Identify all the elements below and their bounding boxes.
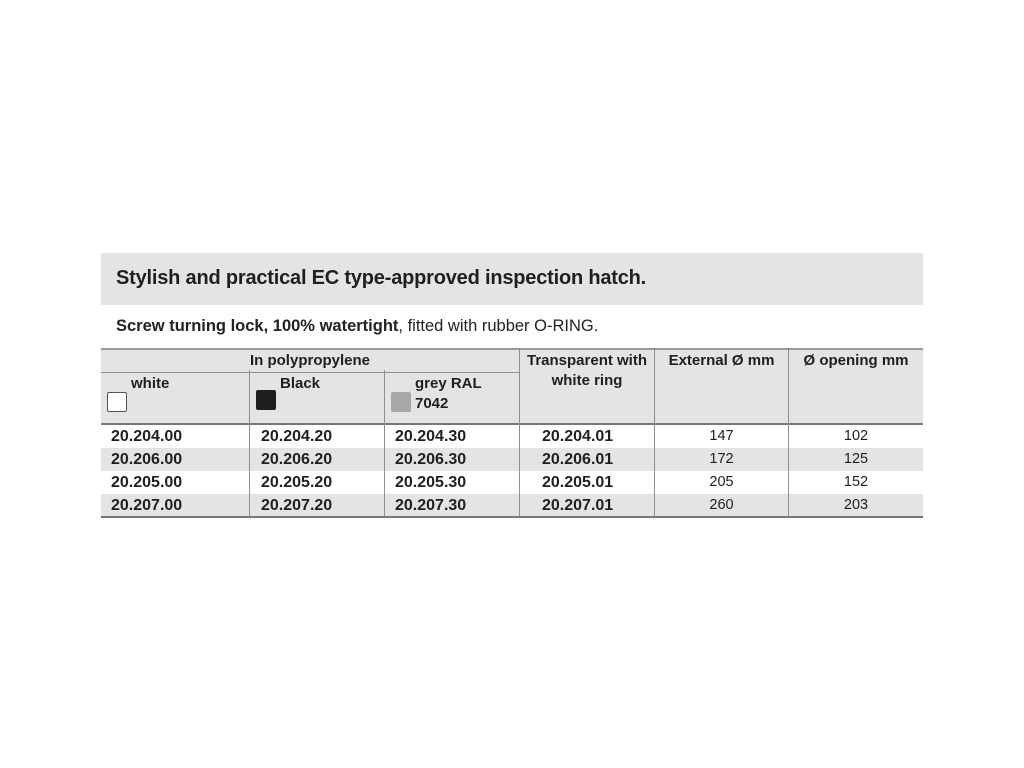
col-header-transparent: Transparent with white ring (526, 352, 648, 389)
cell-transparent: 20.205.01 (542, 474, 614, 491)
table-row (101, 448, 923, 471)
title-band (101, 253, 923, 305)
cell-grey: 20.206.30 (395, 451, 467, 468)
product-table (101, 348, 923, 517)
col-divider (788, 348, 789, 517)
cell-white: 20.207.00 (111, 497, 183, 514)
subtitle-rest: , fitted with rubber O-RING. (398, 317, 599, 335)
cell-opening: 102 (843, 428, 869, 444)
group-header-rule (101, 372, 519, 373)
cell-external: 205 (709, 474, 734, 490)
cell-transparent: 20.206.01 (542, 451, 614, 468)
col-header-white: white (131, 375, 170, 392)
table-row (101, 471, 923, 494)
col-divider (654, 348, 655, 517)
table-row (101, 425, 923, 448)
cell-opening: 152 (843, 474, 869, 490)
cell-black: 20.207.20 (261, 497, 333, 514)
black-swatch-icon (256, 390, 276, 410)
cell-external: 260 (709, 497, 734, 513)
white-swatch-icon (107, 392, 127, 412)
cell-black: 20.206.20 (261, 451, 333, 468)
grey-swatch-icon (391, 392, 411, 412)
col-divider (519, 348, 520, 517)
subtitle (116, 317, 598, 336)
group-header-polypropylene: In polypropylene (249, 352, 370, 369)
cell-transparent: 20.204.01 (542, 428, 614, 445)
col-header-external: External Ø mm (668, 352, 775, 369)
cell-white: 20.204.00 (111, 428, 183, 445)
cell-transparent: 20.207.01 (542, 497, 614, 514)
col-header-opening: Ø opening mm (803, 352, 909, 369)
table-bottom-rule (101, 516, 923, 518)
cell-black: 20.205.20 (261, 474, 333, 491)
table-header (101, 348, 923, 423)
cell-external: 147 (709, 428, 734, 444)
cell-grey: 20.207.30 (395, 497, 467, 514)
cell-white: 20.205.00 (111, 474, 183, 491)
cell-grey: 20.205.30 (395, 474, 467, 491)
cell-opening: 203 (843, 497, 869, 513)
table-row (101, 494, 923, 517)
cell-grey: 20.204.30 (395, 428, 467, 445)
col-divider (384, 370, 385, 517)
page-title: Stylish and practical EC type-approved inspection hatch. (116, 267, 647, 289)
cell-external: 172 (709, 451, 734, 467)
cell-opening: 125 (843, 451, 869, 467)
subtitle-bold: Screw turning lock, 100% watertight (116, 317, 399, 335)
col-header-black: Black (280, 375, 321, 392)
cell-black: 20.204.20 (261, 428, 333, 445)
col-header-grey: grey RAL 7042 (415, 375, 482, 412)
cell-white: 20.206.00 (111, 451, 183, 468)
col-divider (249, 370, 250, 517)
